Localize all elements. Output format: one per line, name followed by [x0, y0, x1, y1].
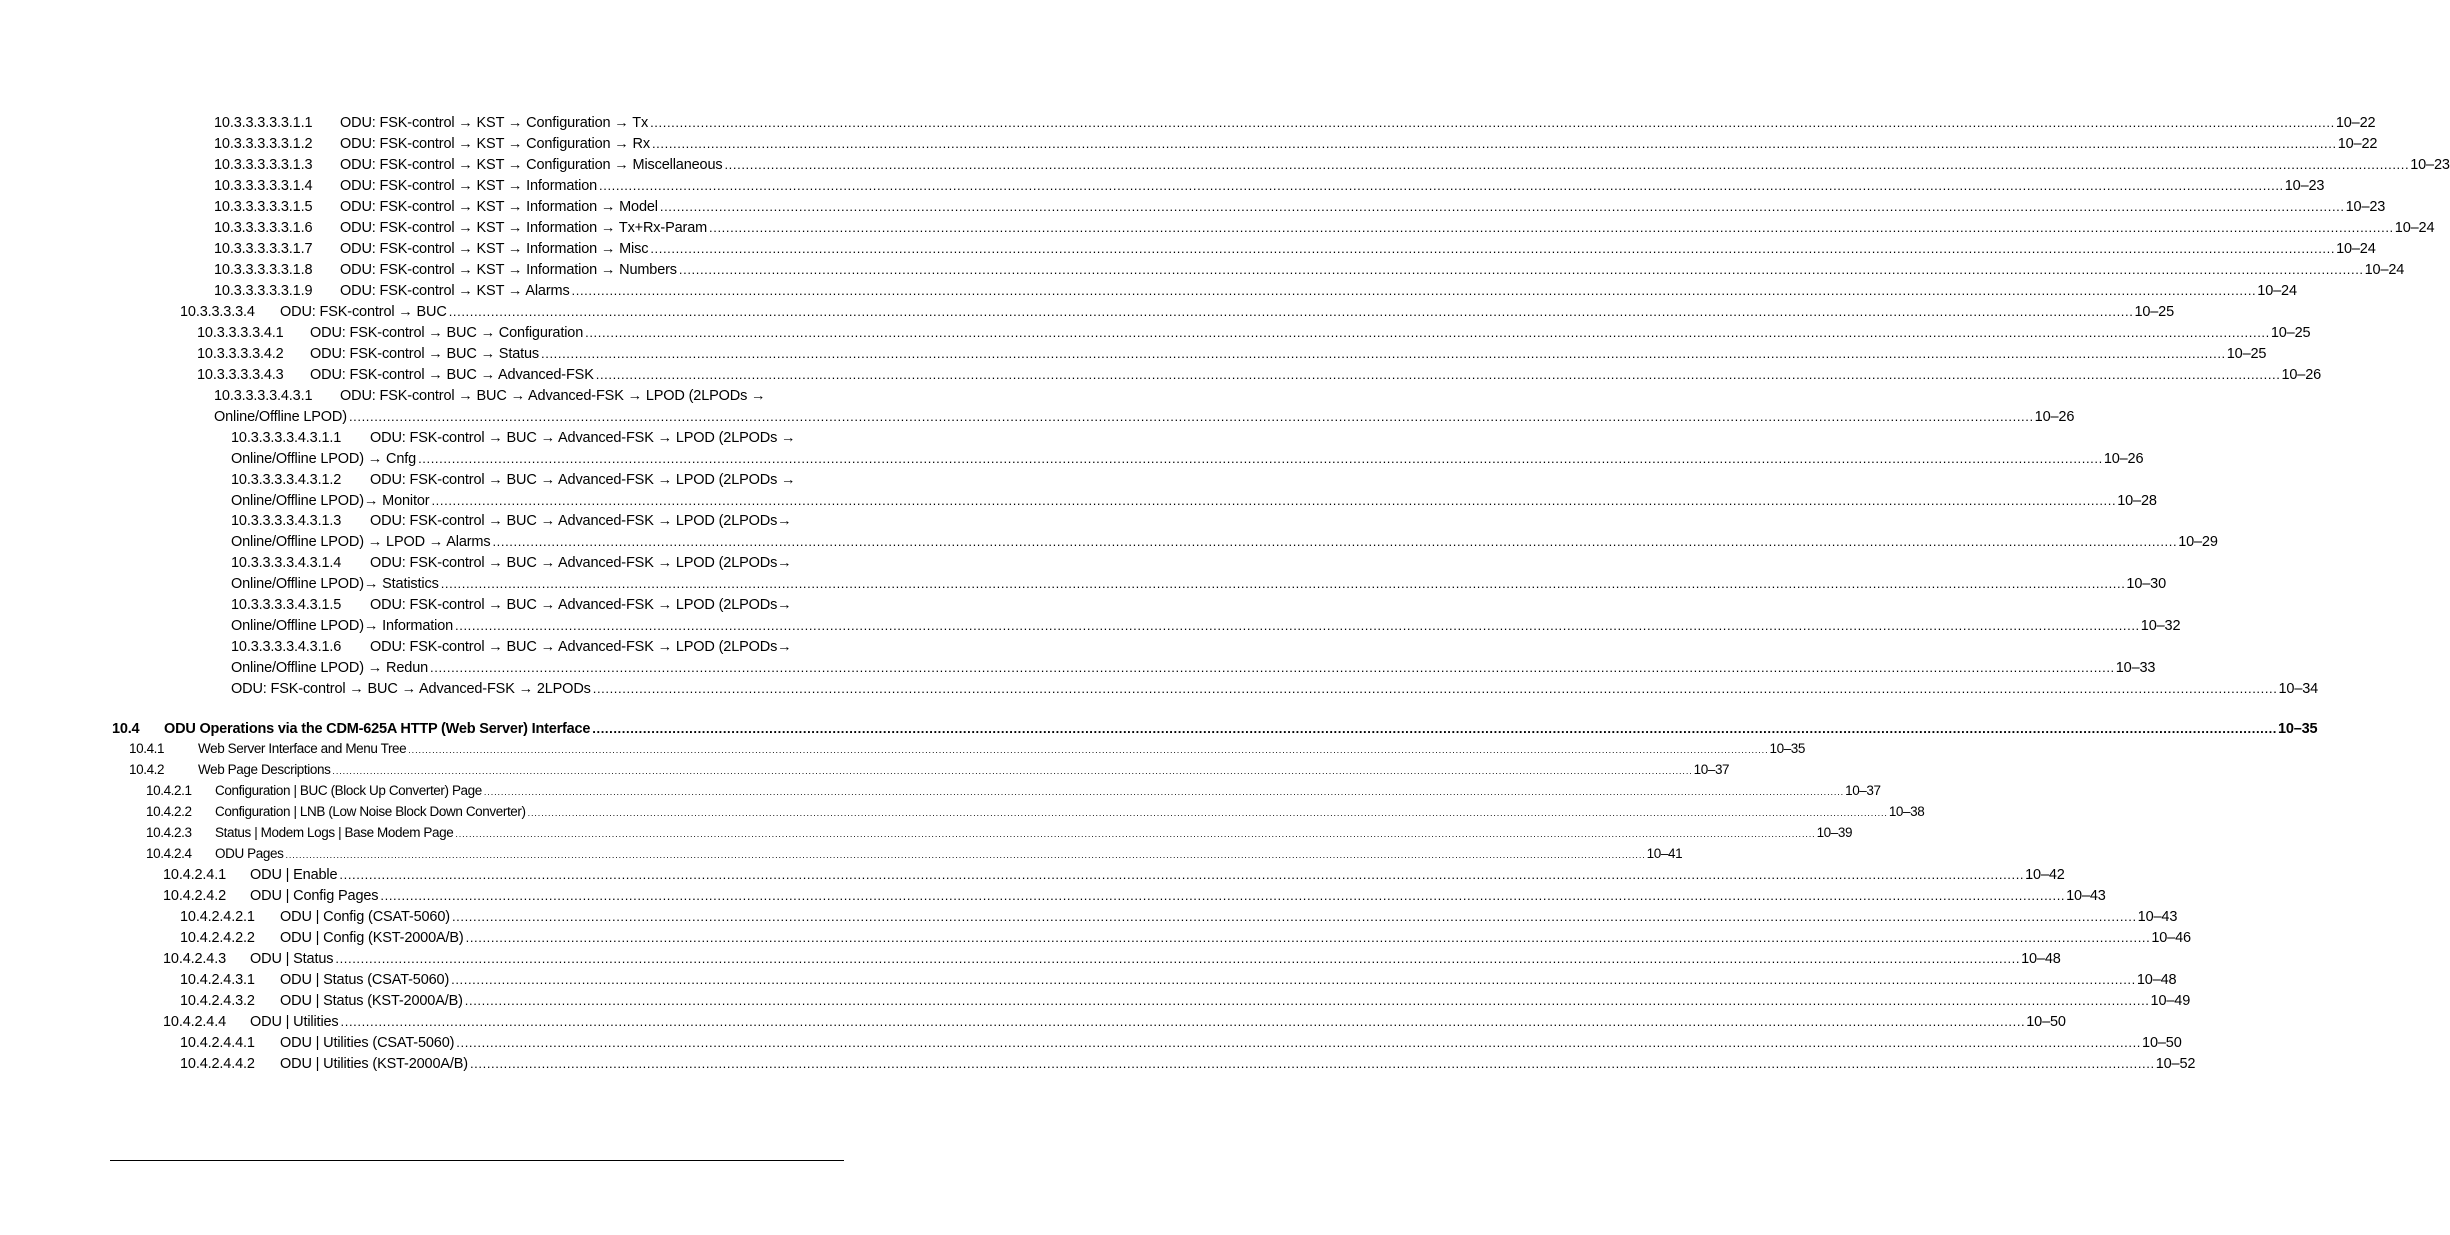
- toc-entry[interactable]: [146, 802, 1925, 822]
- toc-entry-title: ODU: FSK-control → KST → Configuration → Miscellaneous: [340, 157, 723, 173]
- toc-entry[interactable]: [180, 302, 2175, 322]
- dot-leader: ................................................................................................................................................................................................................................................................................................................................................................................................................: [418, 451, 2103, 466]
- dot-leader: ................................................................................................................................................................................................................................................................................................................................................................................................................: [651, 136, 2337, 151]
- dot-leader: ................................................................................................................................................................................................................................................................................................................................................................................................................: [592, 681, 2278, 696]
- toc-entry-title: ODU: FSK-control → BUC: [280, 304, 447, 320]
- toc-entry-number: 10.4.2.4.1: [163, 867, 226, 883]
- toc-entry-title-continued: Online/Offline LPOD) → Cnfg: [231, 451, 417, 467]
- toc-entry[interactable]: [180, 991, 2191, 1011]
- toc-entry-page: 10–25: [2226, 346, 2267, 362]
- toc-entry-title: ODU: FSK-control → BUC → Status: [310, 346, 540, 362]
- toc-entry-continuation[interactable]: [231, 574, 2166, 594]
- toc-entry-page: 10–41: [1646, 846, 1683, 861]
- toc-entry-title: ODU: FSK-control → KST → Information → Misc: [340, 241, 649, 257]
- toc-entry-continuation[interactable]: [231, 491, 2157, 511]
- toc-entry-title: ODU: FSK-control → KST → Configuration → Rx: [340, 136, 650, 152]
- toc-entry-continuation[interactable]: [231, 658, 2156, 678]
- toc-entry-number: 10.4.2.4.4: [163, 1014, 226, 1030]
- toc-entry-title: ODU: FSK-control → BUC → Advanced-FSK → 2LPODs: [231, 681, 591, 697]
- toc-entry-title: ODU | Utilities: [250, 1014, 339, 1030]
- toc-entry-number: 10.3.3.3.3.4.3.1.6: [231, 639, 342, 655]
- dot-leader: ................................................................................................................................................................................................................................................................................................................................................................................................................: [659, 199, 2345, 214]
- dot-leader: ................................................................................................................................................................................................................................................................................................................................................................................................................: [348, 409, 2034, 424]
- toc-entry-number: 10.4.2.1: [146, 783, 192, 798]
- toc-entry-number: 10.3.3.3.3.4.3.1.1: [231, 430, 342, 446]
- toc-entry-title: ODU Pages: [215, 846, 284, 861]
- toc-entry-number: 10.3.3.3.3.4.3.1.3: [231, 513, 342, 529]
- dot-leader: ................................................................................................................................................................................................................................................................................................................................................................................................................: [650, 115, 2335, 130]
- toc-entry-number: 10.4.2.4.3.1: [180, 972, 255, 988]
- toc-entry-page: 10–48: [2021, 951, 2061, 967]
- toc-entry-title: ODU: FSK-control → KST → Information → Tx+Rx-Param: [340, 220, 708, 236]
- dot-leader: ................................................................................................................................................................................................................................................................................................................................................................................................................: [678, 262, 2364, 277]
- toc-entry-title-continued: Online/Offline LPOD)→ Monitor: [231, 493, 430, 509]
- toc-entry-number: 10.3.3.3.3.4.3.1.4: [231, 555, 342, 571]
- toc-entry-number: 10.3.3.3.3.3.1.8: [214, 262, 313, 278]
- toc-entry[interactable]: [214, 197, 2386, 217]
- toc-entry-title: ODU: FSK-control → BUC → Advanced-FSK → LPOD (2LPODs →: [370, 430, 796, 446]
- toc-entry-page: 10–23: [2345, 199, 2386, 215]
- toc-entry-page: 10–24: [2336, 241, 2376, 257]
- toc-entry-page: 10–35: [2278, 721, 2318, 737]
- dot-leader: ................................................................................................................................................................................................................................................................................................................................................................................................................: [709, 220, 2394, 235]
- dot-leader: ................................................................................................................................................................................................................................................................................................................................................................................................................: [571, 283, 2257, 298]
- toc-entry-number: 10.4.2: [129, 762, 165, 777]
- toc-entry-page: 10–26: [2281, 367, 2322, 383]
- toc-entry[interactable]: [231, 637, 841, 657]
- toc-entry[interactable]: [231, 553, 841, 573]
- dot-leader: ................................................................................................................................................................................................................................................................................................................................................................................................................: [339, 867, 2025, 882]
- toc-entry[interactable]: [146, 781, 1881, 801]
- toc-entry-title: ODU: FSK-control → BUC → Advanced-FSK → LPOD (2LPODs →: [340, 388, 766, 404]
- toc-entry-title: ODU | Status: [250, 951, 334, 967]
- dot-leader: ................................................................................................................................................................................................................................................................................................................................................................................................................: [527, 808, 1888, 818]
- toc-entry-number: 10.3.3.3.3.4.3: [197, 367, 284, 383]
- dot-leader: ................................................................................................................................................................................................................................................................................................................................................................................................................: [440, 576, 2126, 591]
- toc-entry-number: 10.3.3.3.3.4.3.1: [214, 388, 313, 404]
- footer-rule: [110, 1160, 844, 1161]
- toc-entry-number: 10.3.3.3.3.4.3.1.5: [231, 597, 342, 613]
- toc-entry-title: ODU: FSK-control → BUC → Advanced-FSK → LPOD (2LPODs→: [370, 597, 792, 613]
- toc-entry-number: 10.3.3.3.3.3.1.3: [214, 157, 313, 173]
- dot-leader: ................................................................................................................................................................................................................................................................................................................................................................................................................: [469, 1056, 2155, 1071]
- toc-entry-title: ODU: FSK-control → KST → Information → Model: [340, 199, 658, 215]
- toc-entry-page: 10–37: [1845, 783, 1881, 798]
- toc-entry-page: 10–52: [2155, 1056, 2196, 1072]
- toc-entry-page: 10–26: [2103, 451, 2144, 467]
- toc-entry-number: 10.3.3.3.3.4.3.1.2: [231, 472, 342, 488]
- toc-entry-number: 10.3.3.3.3.3.1.2: [214, 136, 313, 152]
- toc-entry-number: 10.3.3.3.3.3.1.5: [214, 199, 313, 215]
- toc-entry[interactable]: [163, 1012, 2066, 1032]
- dot-leader: ................................................................................................................................................................................................................................................................................................................................................................................................................: [585, 325, 2270, 340]
- dot-leader: ................................................................................................................................................................................................................................................................................................................................................................................................................: [465, 930, 2151, 945]
- dot-leader: ................................................................................................................................................................................................................................................................................................................................................................................................................: [595, 367, 2281, 382]
- toc-entry[interactable]: [214, 281, 2297, 301]
- dot-leader: ................................................................................................................................................................................................................................................................................................................................................................................................................: [492, 534, 2178, 549]
- toc-entry-title: ODU: FSK-control → BUC → Advanced-FSK → LPOD (2LPODs→: [370, 555, 792, 571]
- toc-entry[interactable]: [231, 511, 841, 531]
- toc-entry-title: ODU: FSK-control → KST → Information: [340, 178, 598, 194]
- toc-entry-title-continued: Online/Offline LPOD) → Redun: [231, 660, 429, 676]
- toc-entry-page: 10–50: [2142, 1035, 2182, 1051]
- toc-entry-number: 10.4.2.4.2.1: [180, 909, 255, 925]
- dot-leader: ................................................................................................................................................................................................................................................................................................................................................................................................................: [332, 766, 1693, 776]
- toc-entry-number: 10.3.3.3.3.4.2: [197, 346, 284, 362]
- toc-entry-title: ODU | Config (CSAT-5060): [280, 909, 450, 925]
- toc-entry-page: 10–42: [2025, 867, 2065, 883]
- dot-leader: ................................................................................................................................................................................................................................................................................................................................................................................................................: [724, 157, 2410, 172]
- toc-entry-number: 10.3.3.3.3.4: [180, 304, 255, 320]
- toc-entry[interactable]: [163, 886, 2106, 906]
- toc-entry[interactable]: [163, 949, 2061, 969]
- toc-entry-title-continued: Online/Offline LPOD)→ Statistics: [231, 576, 439, 592]
- toc-entry[interactable]: [214, 155, 2450, 175]
- dot-leader: ................................................................................................................................................................................................................................................................................................................................................................................................................: [541, 346, 2226, 361]
- toc-entry[interactable]: [180, 970, 2177, 990]
- dot-leader: ................................................................................................................................................................................................................................................................................................................................................................................................................: [451, 909, 2137, 924]
- toc-entry-number: 10.4: [112, 721, 140, 737]
- toc-entry-page: 10–33: [2115, 660, 2156, 676]
- dot-leader: ................................................................................................................................................................................................................................................................................................................................................................................................................: [599, 178, 2284, 193]
- toc-entry-page: 10–30: [2126, 576, 2166, 592]
- toc-entry-page: 10–37: [1693, 762, 1730, 777]
- toc-entry-page: 10–39: [1816, 825, 1853, 840]
- toc-entry-title: ODU | Utilities (KST-2000A/B): [280, 1056, 468, 1072]
- dot-leader: ................................................................................................................................................................................................................................................................................................................................................................................................................: [451, 972, 2136, 987]
- toc-entry[interactable]: [180, 907, 2178, 927]
- toc-entry[interactable]: [180, 1033, 2182, 1053]
- dot-leader: ................................................................................................................................................................................................................................................................................................................................................................................................................: [340, 1014, 2026, 1029]
- toc-entry[interactable]: [112, 719, 2318, 739]
- toc-entry-title: ODU | Status (CSAT-5060): [280, 972, 450, 988]
- toc-entry-number: 10.4.2.4.4.1: [180, 1035, 255, 1051]
- toc-entry-page: 10–25: [2270, 325, 2311, 341]
- toc-entry-title: Web Server Interface and Menu Tree: [198, 741, 407, 756]
- dot-leader: ................................................................................................................................................................................................................................................................................................................................................................................................................: [431, 493, 2117, 508]
- toc-entry-number: 10.4.2.4.2.2: [180, 930, 255, 946]
- toc-entry-page: 10–24: [2394, 220, 2435, 236]
- toc-entry[interactable]: [197, 344, 2267, 364]
- toc-entry-continuation[interactable]: [231, 616, 2181, 636]
- toc-entry-page: 10–34: [2278, 681, 2319, 697]
- toc-entry[interactable]: [197, 323, 2311, 343]
- toc-entry-number: 10.4.2.4: [146, 846, 192, 861]
- toc-entry-page: 10–23: [2410, 157, 2450, 173]
- toc-entry[interactable]: [214, 113, 2376, 133]
- toc-entry-number: 10.4.2.4.4.2: [180, 1056, 255, 1072]
- toc-entry-number: 10.3.3.3.3.4.1: [197, 325, 284, 341]
- toc-entry-page: 10–29: [2178, 534, 2218, 550]
- toc-entry-title: ODU: FSK-control → BUC → Advanced-FSK: [310, 367, 594, 383]
- toc-entry-number: 10.3.3.3.3.3.1.9: [214, 283, 313, 299]
- toc-entry-page: 10–46: [2151, 930, 2191, 946]
- toc-entry-title: ODU: FSK-control → BUC → Advanced-FSK → LPOD (2LPODs→: [370, 639, 792, 655]
- toc-entry-page: 10–48: [2136, 972, 2177, 988]
- toc-entry-title: ODU: FSK-control → KST → Alarms: [340, 283, 570, 299]
- dot-leader: ................................................................................................................................................................................................................................................................................................................................................................................................................: [455, 829, 1816, 839]
- dot-leader: ................................................................................................................................................................................................................................................................................................................................................................................................................: [464, 993, 2150, 1008]
- toc-entry-page: 10–22: [2337, 136, 2378, 152]
- toc-entry-title: ODU | Config Pages: [250, 888, 379, 904]
- toc-entry[interactable]: [197, 365, 2322, 385]
- toc-entry[interactable]: [129, 760, 1730, 780]
- toc-entry-number: 10.4.2.4.2: [163, 888, 226, 904]
- dot-leader: ................................................................................................................................................................................................................................................................................................................................................................................................................: [285, 850, 1646, 860]
- toc-entry-title-continued: Online/Offline LPOD) → LPOD → Alarms: [231, 534, 491, 550]
- dot-leader: ................................................................................................................................................................................................................................................................................................................................................................................................................: [592, 721, 2278, 736]
- toc-entry-title: ODU | Status (KST-2000A/B): [280, 993, 463, 1009]
- toc-entry[interactable]: [180, 1054, 2196, 1074]
- toc-entry-title: ODU: FSK-control → BUC → Advanced-FSK → LPOD (2LPODs→: [370, 513, 792, 529]
- toc-entry-continuation[interactable]: [231, 449, 2144, 469]
- dot-leader: ................................................................................................................................................................................................................................................................................................................................................................................................................: [448, 304, 2134, 319]
- dot-leader: ................................................................................................................................................................................................................................................................................................................................................................................................................: [650, 241, 2336, 256]
- dot-leader: ................................................................................................................................................................................................................................................................................................................................................................................................................: [335, 951, 2021, 966]
- toc-entry[interactable]: [214, 134, 2378, 154]
- toc-entry[interactable]: [163, 865, 2065, 885]
- toc-entry[interactable]: [214, 176, 2325, 196]
- toc-entry-title: Status | Modem Logs | Base Modem Page: [215, 825, 454, 840]
- toc-entry-number: 10.3.3.3.3.3.1.1: [214, 115, 313, 131]
- dot-leader: ................................................................................................................................................................................................................................................................................................................................................................................................................: [455, 618, 2140, 633]
- toc-entry[interactable]: [129, 739, 1806, 759]
- dot-leader: ................................................................................................................................................................................................................................................................................................................................................................................................................: [430, 660, 2115, 675]
- toc-entry[interactable]: [214, 218, 2435, 238]
- toc-entry-page: 10–32: [2140, 618, 2181, 634]
- dot-leader: ................................................................................................................................................................................................................................................................................................................................................................................................................: [380, 888, 2066, 903]
- toc-entry-page: 10–38: [1888, 804, 1925, 819]
- toc-entry-title: ODU | Utilities (CSAT-5060): [280, 1035, 455, 1051]
- toc-entry[interactable]: [180, 928, 2191, 948]
- toc-entry-number: 10.4.2.4.3: [163, 951, 226, 967]
- toc-entry-title: ODU: FSK-control → BUC → Advanced-FSK → LPOD (2LPODs →: [370, 472, 796, 488]
- toc-entry-page: 10–35: [1769, 741, 1806, 756]
- toc-entry-number: 10.4.1: [129, 741, 165, 756]
- toc-entry-title: Configuration | LNB (Low Noise Block Down Converter): [215, 804, 526, 819]
- toc-entry-title: ODU: FSK-control → KST → Configuration → Tx: [340, 115, 649, 131]
- toc-entry-number: 10.3.3.3.3.3.1.4: [214, 178, 313, 194]
- toc-entry-page: 10–43: [2137, 909, 2178, 925]
- toc-entry-title: Configuration | BUC (Block Up Converter) Page: [215, 783, 482, 798]
- toc-entry[interactable]: [214, 386, 841, 406]
- toc-entry-number: 10.3.3.3.3.3.1.7: [214, 241, 313, 257]
- toc-entry-page: 10–50: [2026, 1014, 2066, 1030]
- toc-entry-number: 10.4.2.3: [146, 825, 192, 840]
- dot-leader: ................................................................................................................................................................................................................................................................................................................................................................................................................: [483, 787, 1845, 797]
- toc-entry-number: 10.4.2.2: [146, 804, 192, 819]
- toc-entry[interactable]: [231, 679, 2319, 699]
- toc-entry-title: Web Page Descriptions: [198, 762, 331, 777]
- toc-entry-title: ODU | Enable: [250, 867, 338, 883]
- toc-entry-page: 10–26: [2034, 409, 2075, 425]
- toc-entry-title: ODU: FSK-control → BUC → Configuration: [310, 325, 584, 341]
- toc-entry-page: 10–24: [2364, 262, 2405, 278]
- toc-entry-title-continued: Online/Offline LPOD): [214, 409, 347, 425]
- dot-leader: ................................................................................................................................................................................................................................................................................................................................................................................................................: [408, 745, 1769, 755]
- toc-entry-page: 10–43: [2066, 888, 2106, 904]
- toc-entry-page: 10–28: [2117, 493, 2157, 509]
- toc-entry[interactable]: [231, 470, 841, 490]
- toc-entry[interactable]: [231, 595, 841, 615]
- dot-leader: ................................................................................................................................................................................................................................................................................................................................................................................................................: [456, 1035, 2142, 1050]
- toc-entry-page: 10–23: [2284, 178, 2325, 194]
- toc-entry-title: ODU Operations via the CDM-625A HTTP (Web Server) Interface: [164, 721, 591, 737]
- toc-entry-title: ODU: FSK-control → KST → Information → Numbers: [340, 262, 677, 278]
- toc-entry-page: 10–49: [2150, 993, 2191, 1009]
- toc-entry-number: 10.3.3.3.3.3.1.6: [214, 220, 313, 236]
- toc-entry[interactable]: [214, 239, 2376, 259]
- toc-entry-number: 10.4.2.4.3.2: [180, 993, 255, 1009]
- toc-entry[interactable]: [146, 823, 1853, 843]
- toc-entry-page: 10–24: [2257, 283, 2297, 299]
- toc-entry-continuation[interactable]: [214, 407, 2075, 427]
- toc-entry-title-continued: Online/Offline LPOD)→ Information: [231, 618, 454, 634]
- toc-entry[interactable]: [146, 844, 1683, 864]
- toc-entry-continuation[interactable]: [231, 532, 2218, 552]
- toc-entry-page: 10–25: [2134, 304, 2175, 320]
- toc-entry-title: ODU | Config (KST-2000A/B): [280, 930, 464, 946]
- toc-entry-page: 10–22: [2335, 115, 2376, 131]
- toc-entry[interactable]: [231, 428, 841, 448]
- toc-entry[interactable]: [214, 260, 2405, 280]
